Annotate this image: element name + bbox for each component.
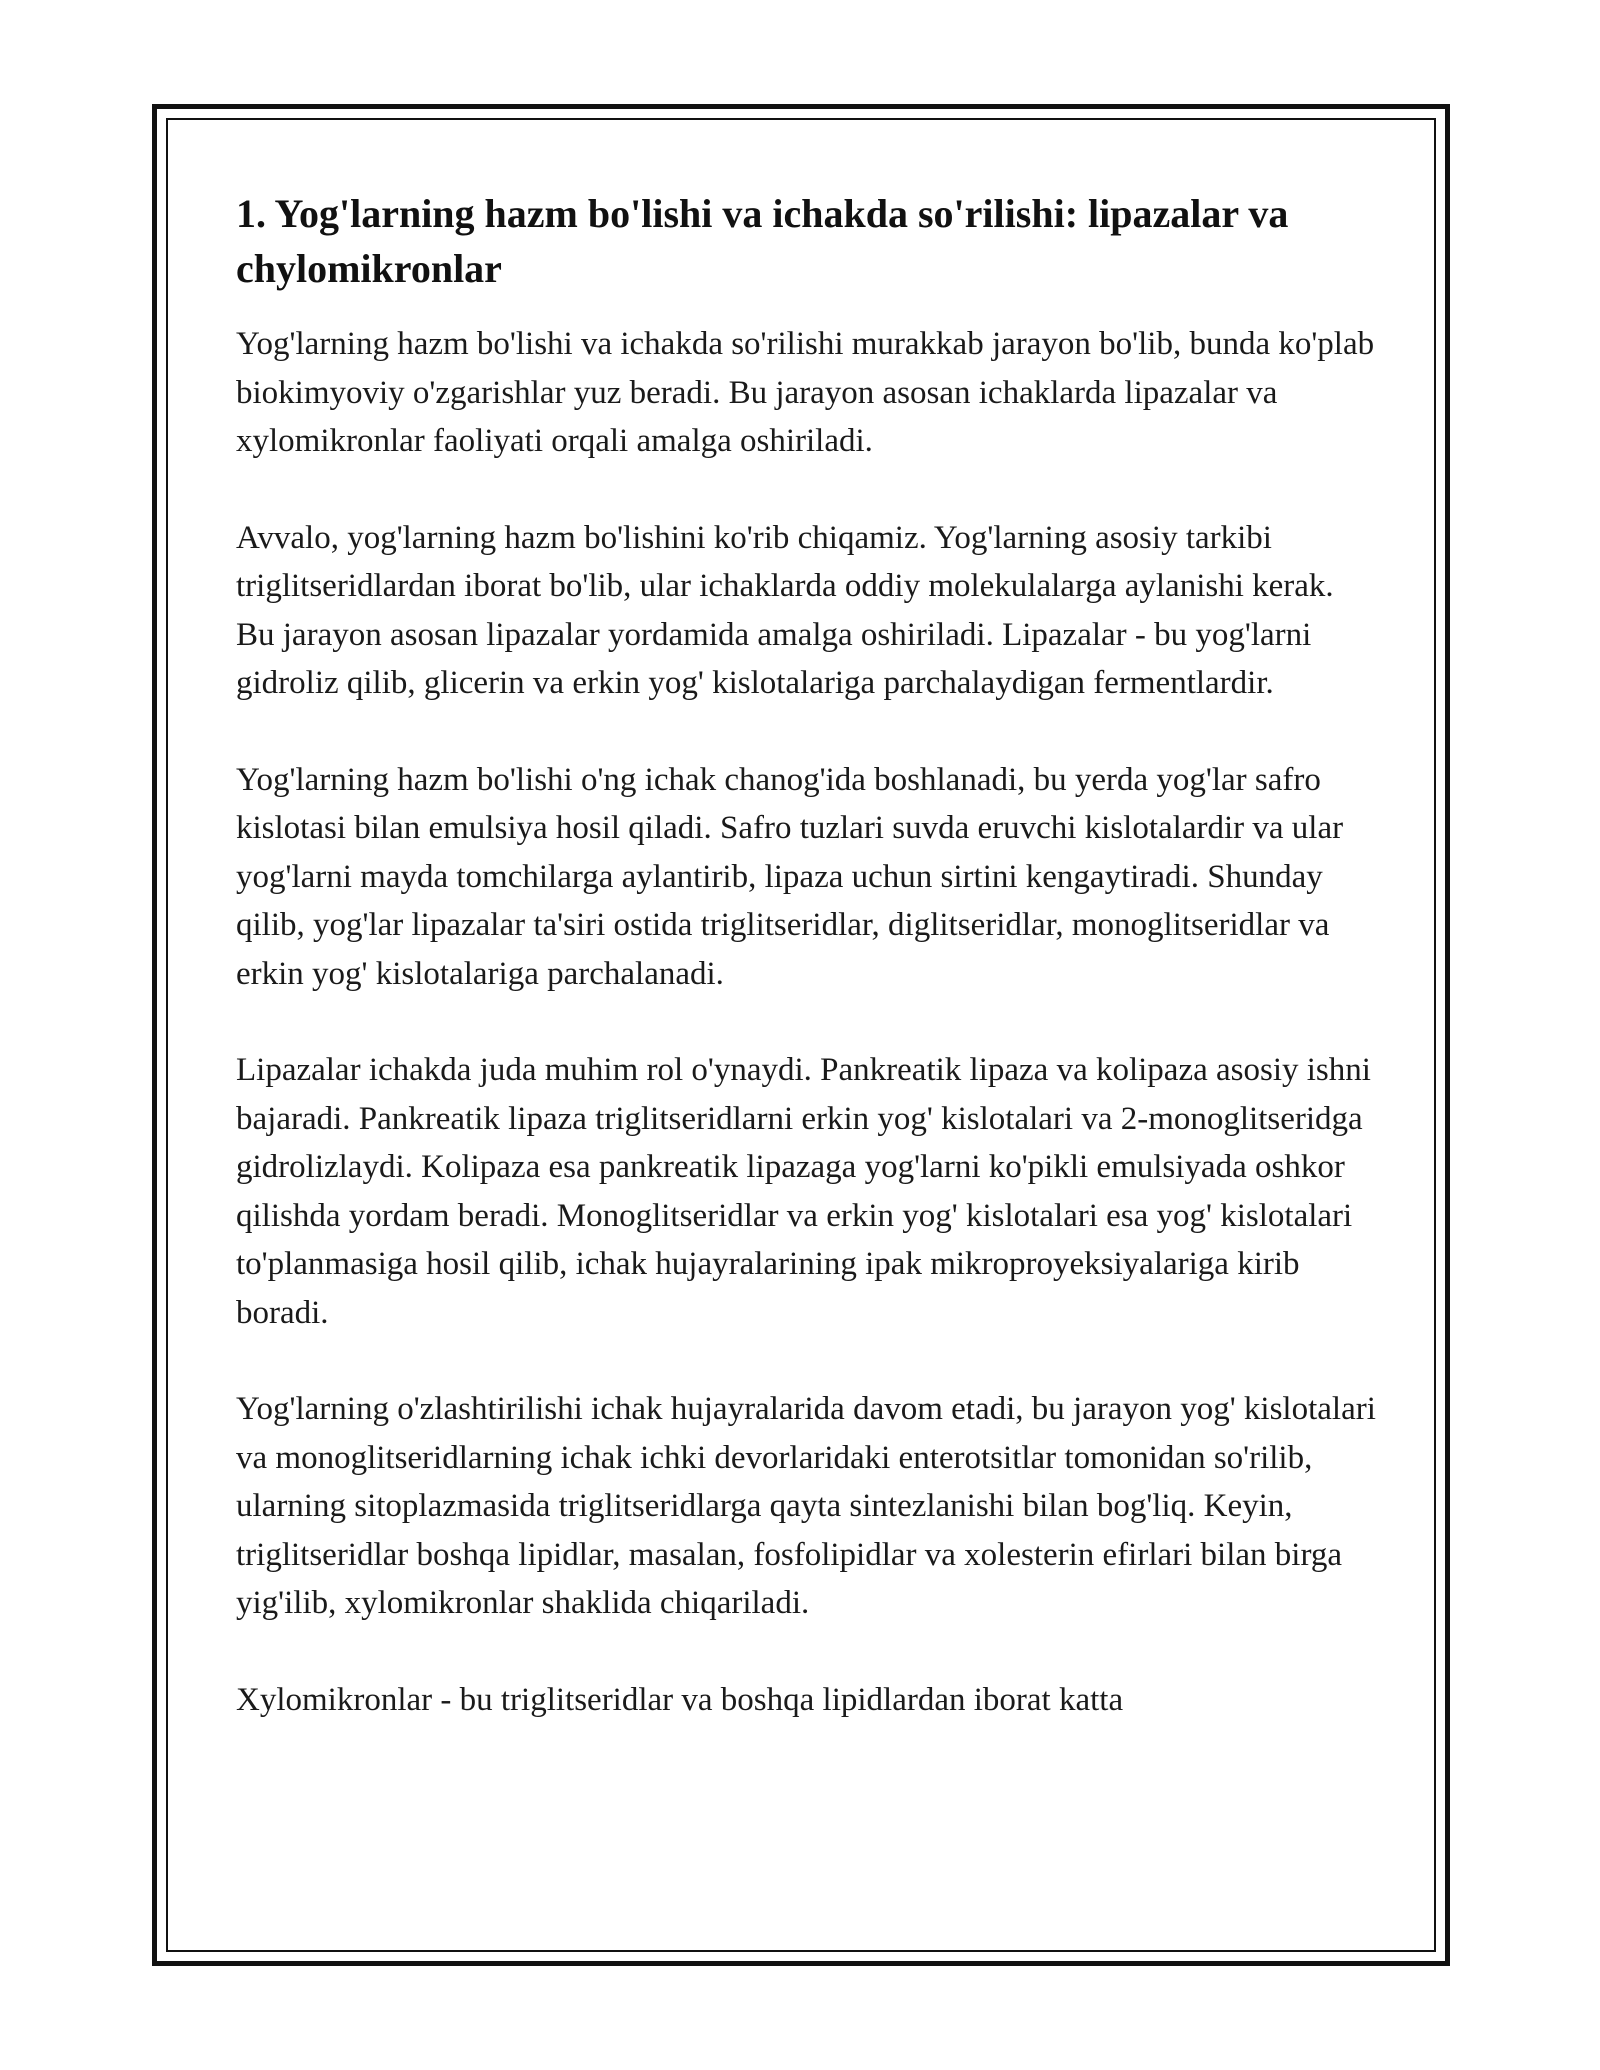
paragraph-3: Yog'larning hazm bo'lishi o'ng ichak chanog'ida boshlanadi, bu yerda yog'lar safro kislotasi bilan emulsiya hosil qiladi. Safro tuzlari suvda eruvchi kislotalardir va ular yog'larni mayda tomchilarga aylantirib, lipaza uchun sirtini kengaytiradi. Shunday qilib, yog'lar lipazalar ta'siri ostida triglitseridlar, diglitseridlar, monoglitseridlar va erkin yog' kislotalariga parchalanadi. [236, 761, 1344, 992]
paragraph-5: Yog'larning o'zlashtirilishi ichak hujayralarida davom etadi, bu jarayon yog' kislotalari va monoglitseridlarning ichak ichki devorlaridaki enterotsitlar tomonidan so'rilib, ularning sitoplazmasida triglitseridlarga qayta sintezlanishi bilan bog'liq. Keyin, triglitseridlar boshqa lipidlar, masalan, fosfolipidlar va xolesterin efirlari bilan birga yig'ilib, xylomikronlar shaklida chiqariladi. [236, 1391, 1376, 1621]
paragraph-4: Lipazalar ichakda juda muhim rol o'ynaydi. Pankreatik lipaza va kolipaza asosiy ishni bajaradi. Pankreatik lipaza triglitseridlarni erkin yog' kislotalari va 2-monoglitseridga gidrolizlaydi. Kolipaza esa pankreatik lipazaga yog'larni ko'pikli emulsiyada oshkor qilishda yordam beradi. Monoglitseridlar va erkin yog' kislotalari esa yog' kislotalari to'planmasiga hosil qilib, ichak hujayralarining ipak mikroproyeksiyalariga kirib boradi. [236, 1052, 1371, 1331]
document-body [236, 186, 1376, 1772]
paragraph-1: Yog'larning hazm bo'lishi va ichakda so'rilishi murakkab jarayon bo'lib, bunda ko'plab biokimyoviy o'zgarishlar yuz beradi. Bu jarayon asosan ichaklarda lipazalar va xylomikronlar faoliyati orqali amalga oshiriladi. [236, 326, 1375, 459]
paragraph-6: Xylomikronlar - bu triglitseridlar va boshqa lipidlardan iborat katta [236, 1681, 1124, 1718]
paragraph-2: Avvalo, yog'larning hazm bo'lishini ko'rib chiqamiz. Yog'larning asosiy tarkibi triglitseridlardan iborat bo'lib, ular ichaklarda oddiy molekulalarga aylanishi kerak. Bu jarayon asosan lipazalar yordamida amalga oshiriladi. Lipazalar - bu yog'larni gidroliz qilib, glicerin va erkin yog' kislotalariga parchalaydigan fermentlardir. [236, 519, 1334, 701]
section-heading: 1. Yog'larning hazm bo'lishi va ichakda so'rilishi: lipazalar va chylomikronlar [236, 191, 1289, 291]
